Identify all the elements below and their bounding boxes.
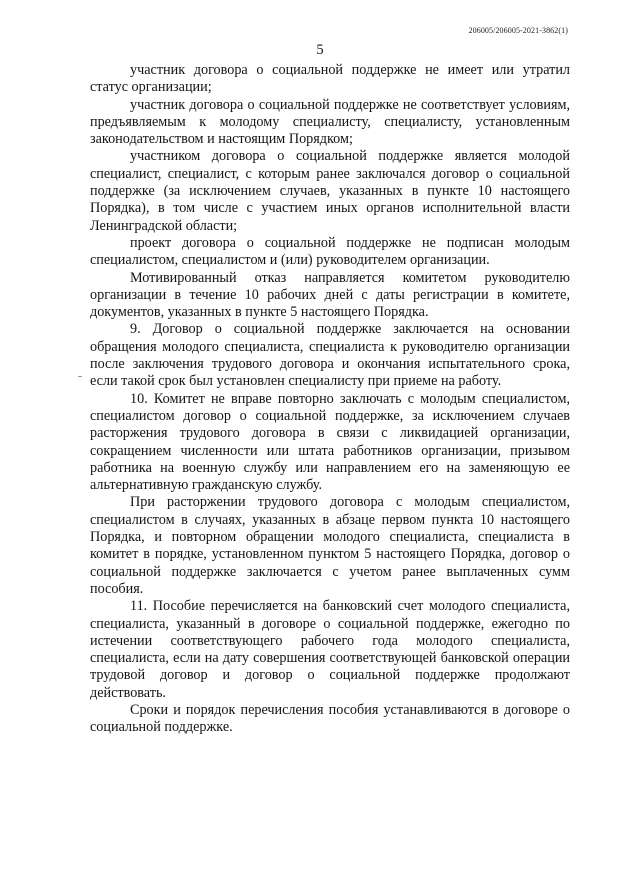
paragraph-refusal-reason-status: участник договора о социальной поддержке не имеет или утратил статус организации; (90, 62, 570, 96)
paragraph-payment-terms: Сроки и порядок перечисления пособия устанавливаются в договоре о социальной поддержке. (90, 701, 570, 736)
document-registration-number: 206005/206005-2021-3862(1) (468, 26, 568, 35)
document-body (90, 62, 570, 737)
paragraph-refusal-reason-previous-contract: участником договора о социальной поддержке является молодой специалист, специалист, с которым ранее заключался договор о социальной поддержке (за исключением случаев, указанных в пункте 10 настоящего Порядка), в том числе с участием иных органов исполнительной власти Ленинградской области; (90, 148, 570, 234)
paragraph-motivated-refusal: Мотивированный отказ направляется комитетом руководителю организации в течение 10 рабочих дней с даты регистрации в комитете, документов, указанных в пункте 5 настоящего Порядка. (90, 269, 570, 321)
paragraph-clause-10: 10. Комитет не вправе повторно заключать с молодым специалистом, специалистом договор о социальной поддержке, за исключением случаев расторжения трудового договора в связи с ликвидацией организации, сокращением численности или штата работников организации, призывом работника на военную службу или направлением его на заменяющую ее альтернативную гражданскую службу. (90, 390, 570, 494)
paragraph-clause-11: 11. Пособие перечисляется на банковский счет молодого специалиста, специалиста, указанный в договоре о социальной поддержке, ежегодно по истечении соответствующего рабочего года молодого специалиста, специалиста, если на дату совершения соответствующей банковской операции трудовой договор и договор о социальной поддержке продолжают действовать. (90, 598, 570, 701)
paragraph-clause-9: 9. Договор о социальной поддержке заключается на основании обращения молодого специалиста, специалиста к руководителю организации после заключения трудового договора и окончания испытательного срока, если такой срок был установлен специалисту при приеме на работу. (90, 321, 570, 390)
page-number: 5 (316, 42, 324, 58)
margin-scan-mark (78, 376, 82, 377)
paragraph-refusal-reason-unsigned: проект договора о социальной поддержке не подписан молодым специалистом, специалистом и (или) руководителем организации. (90, 234, 570, 269)
paragraph-clause-10-repeat: При расторжении трудового договора с молодым специалистом, специалистом в случаях, указанных в абзаце первом пункта 10 настоящего Порядка, и повторном обращении молодого специалиста, специалиста в комитет в порядке, установленном пунктом 5 настоящего Порядка, договор о социальной поддержке заключается с учетом ранее выплаченных сумм пособия. (90, 494, 570, 597)
paragraph-refusal-reason-conditions: участник договора о социальной поддержке не соответствует условиям, предъявляемым к молодому специалисту, специалисту, установленным законодательством и настоящим Порядком; (90, 96, 570, 148)
